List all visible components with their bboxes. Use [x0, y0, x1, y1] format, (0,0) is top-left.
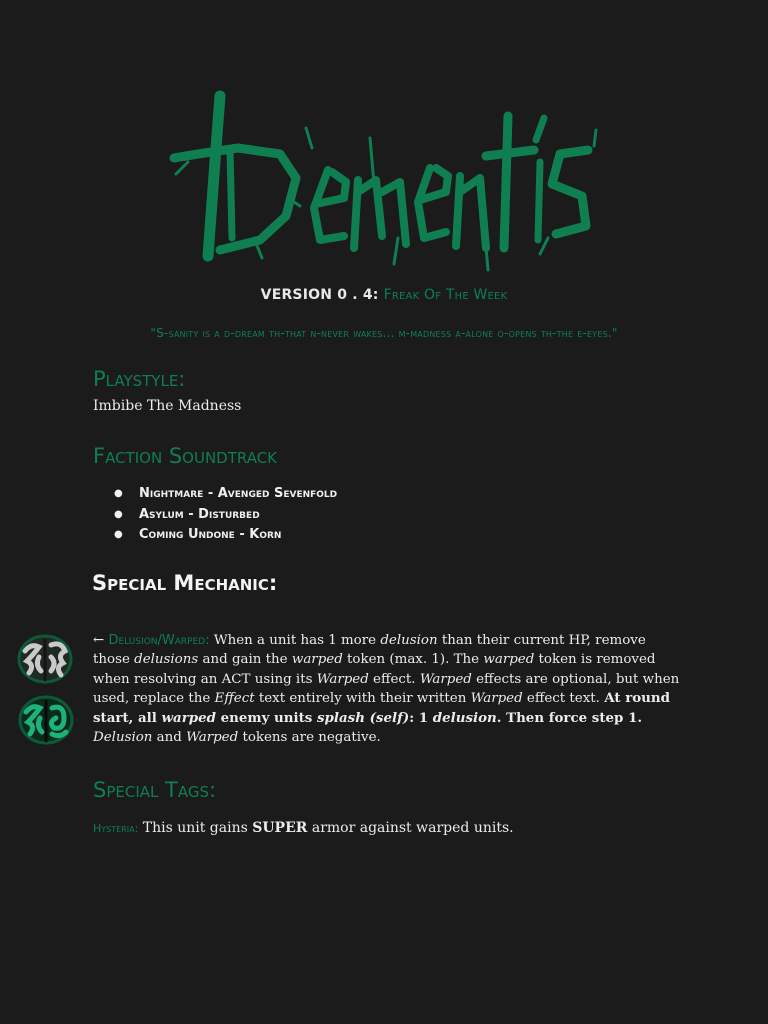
- list-item: ● Nightmare - Avenged Sevenfold: [114, 484, 337, 505]
- hysteria-tag-text: Hysteria: This unit gains SUPER armor against warped units.: [93, 820, 514, 836]
- delusion-brain-icon: [15, 631, 75, 687]
- warped-brain-icon: [16, 692, 76, 748]
- version-subtitle: Freak Of The Week: [383, 287, 508, 303]
- faction-quote: "S-sanity is a d-dream th-that n-never wakes... m-madness a-alone o-opens th-the e-eyes.": [150, 326, 618, 340]
- dementis-logo: [168, 88, 598, 274]
- special-mechanic-text: ← Delusion/Warped: When a unit has 1 more delusion than their current HP, remove those delusions and gain the warped token (max. 1). The warped token is removed when resolving an ACT using its Warped effect. Warped effects are optional, but when used, replace the Effect text entirely with their written Warped effect text. At round start, all warped enemy units splash (self): 1 delusion. Then force step 1. Delusion and Warped tokens are negative.: [93, 633, 680, 746]
- track-title: Asylum - Disturbed: [139, 506, 260, 522]
- hysteria-tag: Hysteria:: [93, 822, 139, 835]
- version-line: [0, 287, 768, 303]
- version-label: VERSION 0 . 4:: [260, 287, 379, 303]
- soundtrack-heading: Faction Soundtrack: [93, 444, 278, 468]
- playstyle-value: Imbibe The Madness: [93, 398, 242, 414]
- track-title: Nightmare - Avenged Sevenfold: [139, 486, 338, 501]
- arrow-icon: ←: [93, 633, 105, 648]
- list-item: ● Coming Undone - Korn: [114, 525, 337, 546]
- delusion-warped-tag: Delusion/Warped:: [108, 633, 210, 648]
- soundtrack-list: [114, 484, 337, 546]
- special-mechanic-heading: Special Mechanic:: [92, 571, 278, 595]
- special-tags-heading: Special Tags:: [93, 778, 217, 802]
- track-title: Coming Undone - Korn: [139, 527, 282, 542]
- playstyle-heading: Playstyle:: [93, 367, 186, 391]
- list-item: ● Asylum - Disturbed: [114, 505, 337, 526]
